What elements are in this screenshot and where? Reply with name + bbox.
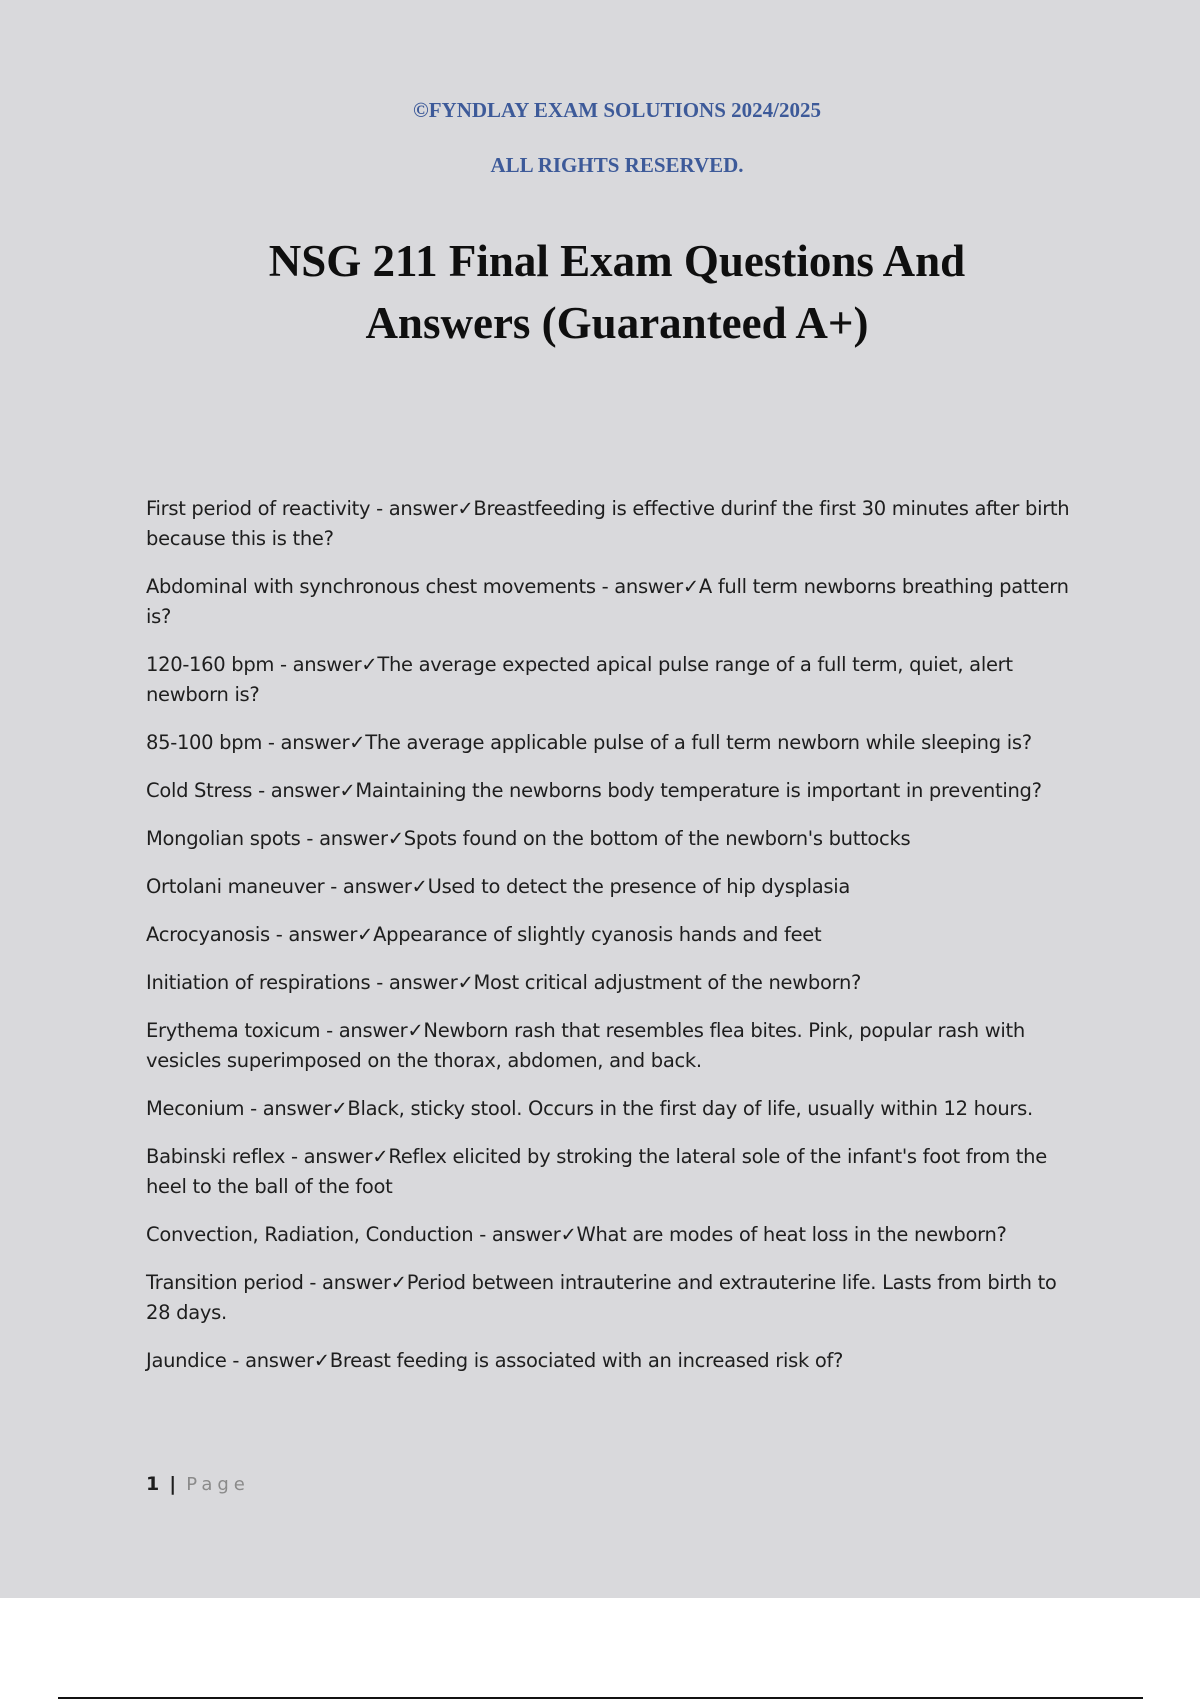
page-footer <box>146 1473 250 1495</box>
qa-item: Acrocyanosis - answer✓Appearance of slightly cyanosis hands and feet <box>146 923 822 946</box>
qa-item: Initiation of respirations - answer✓Most critical adjustment of the newborn? <box>146 971 862 994</box>
footer-separator: | <box>169 1473 177 1495</box>
qa-item: Transition period - answer✓Period between intrauterine and extrauterine life. Lasts from birth to 28 days. <box>146 1271 1057 1324</box>
rights-notice: ALL RIGHTS RESERVED. <box>490 153 744 177</box>
qa-item: Mongolian spots - answer✓Spots found on the bottom of the newborn's buttocks <box>146 827 911 850</box>
bottom-divider <box>58 1697 1143 1699</box>
qa-item: First period of reactivity - answer✓Breastfeeding is effective durinf the first 30 minutes after birth because this is the? <box>146 497 1070 550</box>
page-number: 1 <box>146 1473 160 1495</box>
qa-item: Ortolani maneuver - answer✓Used to detect the presence of hip dysplasia <box>146 875 851 898</box>
qa-list <box>146 494 1086 1394</box>
qa-item: 120-160 bpm - answer✓The average expected apical pulse range of a full term, quiet, alert newborn is? <box>146 653 1013 706</box>
title-line-2: Answers (Guaranteed A+) <box>365 298 869 348</box>
title-line-1: NSG 211 Final Exam Questions And <box>268 236 966 286</box>
qa-item: Babinski reflex - answer✓Reflex elicited by stroking the lateral sole of the infant's foot from the heel to the ball of the foot <box>146 1145 1047 1198</box>
qa-item: Jaundice - answer✓Breast feeding is associated with an increased risk of? <box>146 1349 844 1372</box>
qa-item: Meconium - answer✓Black, sticky stool. Occurs in the first day of life, usually within 12 hours. <box>146 1097 1033 1120</box>
copyright-notice: ©FYNDLAY EXAM SOLUTIONS 2024/2025 <box>413 98 821 122</box>
qa-item: Abdominal with synchronous chest movements - answer✓A full term newborns breathing pattern is? <box>146 575 1069 628</box>
qa-item: 85-100 bpm - answer✓The average applicable pulse of a full term newborn while sleeping is? <box>146 731 1032 754</box>
qa-item: Erythema toxicum - answer✓Newborn rash that resembles flea bites. Pink, popular rash with vesicles superimposed on the thorax, abdomen, and back. <box>146 1019 1025 1072</box>
page-label: Page <box>186 1474 250 1495</box>
qa-item: Convection, Radiation, Conduction - answer✓What are modes of heat loss in the newborn? <box>146 1223 1007 1246</box>
page-title <box>17 230 1200 354</box>
qa-item: Cold Stress - answer✓Maintaining the newborns body temperature is important in preventing? <box>146 779 1042 802</box>
